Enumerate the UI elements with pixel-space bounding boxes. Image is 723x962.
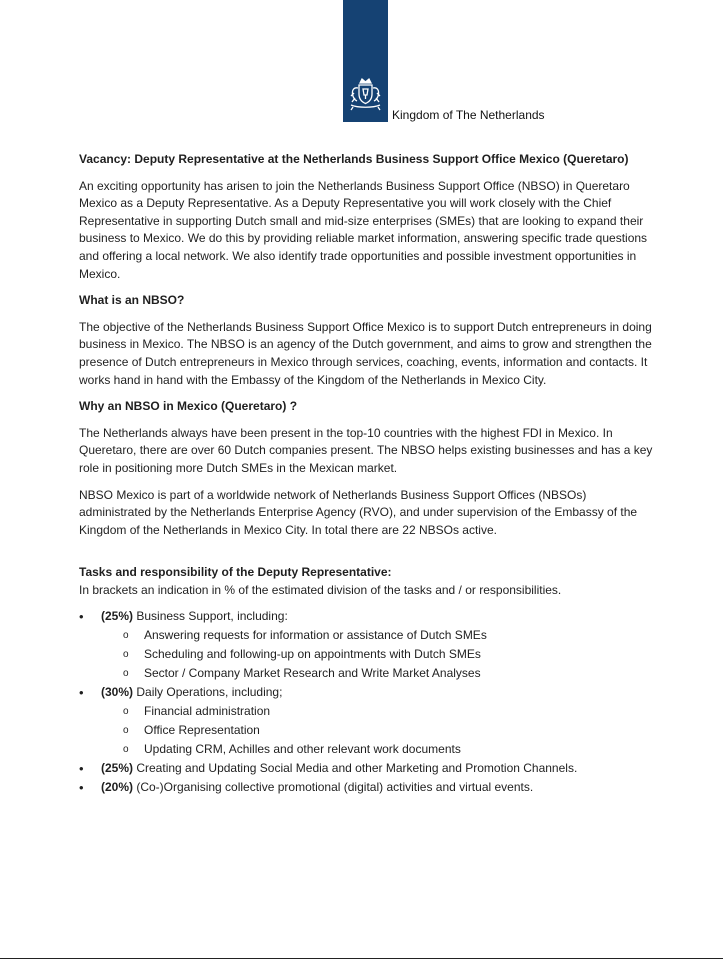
task-percentage: (30%) xyxy=(101,685,134,700)
task-percentage: (25%) xyxy=(101,609,134,624)
task-item xyxy=(79,608,657,682)
tasks-heading: Tasks and responsibility of the Deputy Representative: xyxy=(79,565,392,580)
rijksoverheid-logo xyxy=(343,0,388,122)
document-body xyxy=(79,151,657,798)
subtask-item: o Financial administration xyxy=(101,703,657,721)
subtask-list xyxy=(101,627,657,683)
task-item xyxy=(79,779,657,797)
subtask-item: o Office Representation xyxy=(101,722,657,740)
subtask-item: o Scheduling and following-up on appointments with Dutch SMEs xyxy=(101,646,657,664)
task-percentage: (20%) xyxy=(101,780,134,795)
section-paragraph: The Netherlands always have been present in the top-10 countries with the highest FDI in Mexico. In Queretaro, there are over 60 Dutch companies present. The NBSO helps existing businesses and has a key role in positioning more Dutch SMEs in the Mexican market. xyxy=(79,425,653,475)
subtask-item: o Sector / Company Market Research and Write Market Analyses xyxy=(101,665,657,683)
task-text: (Co-)Organising collective promotional (digital) activities and virtual events. xyxy=(133,780,534,795)
coat-of-arms-icon xyxy=(343,76,388,116)
task-percentage: (25%) xyxy=(101,761,134,776)
subtask-item: o Answering requests for information or assistance of Dutch SMEs xyxy=(101,627,657,645)
vacancy-title: Vacancy: Deputy Representative at the Netherlands Business Support Office Mexico (Queretaro) xyxy=(79,152,629,166)
tasks-note: In brackets an indication in % of the estimated division of the tasks and / or responsibilities. xyxy=(79,582,562,597)
section-heading: Why an NBSO in Mexico (Queretaro) ? xyxy=(79,399,298,414)
section-heading: What is an NBSO? xyxy=(79,293,185,308)
org-name: Kingdom of The Netherlands xyxy=(392,108,545,122)
subtask-list xyxy=(101,703,657,759)
section-paragraph: The objective of the Netherlands Business Support Office Mexico is to support Dutch entrepreneurs in doing business in Mexico. The NBSO is an agency of the Dutch government, and aims to grow and strengthen the presence of Dutch entrepreneurs in Mexico through services, coaching, events, information and contacts. It works hand in hand with the Embassy of the Kingdom of the Netherlands in Mexico City. xyxy=(79,319,652,387)
subtask-item: o Updating CRM, Achilles and other relevant work documents xyxy=(101,741,657,759)
task-text: Daily Operations, including; xyxy=(133,685,283,700)
section-paragraph: NBSO Mexico is part of a worldwide network of Netherlands Business Support Offices (NBSOs) administrated by the Netherlands Enterprise Agency (RVO), and under supervision of the Embassy of the Kingdom of the Netherlands in Mexico City. In total there are 22 NBSOs active. xyxy=(79,487,638,537)
task-item xyxy=(79,760,657,778)
task-text: Business Support, including: xyxy=(133,609,288,624)
task-item xyxy=(79,684,657,758)
task-text: Creating and Updating Social Media and other Marketing and Promotion Channels. xyxy=(133,761,578,776)
intro-paragraph: An exciting opportunity has arisen to join the Netherlands Business Support Office (NBSO) in Queretaro Mexico as a Deputy Representative. As a Deputy Representative you will work closely with the Chief Representative in supporting Dutch small and mid-size enterprises (SMEs) that are looking to expand their business to Mexico. We do this by providing reliable market information, answering specific trade questions and offering a local network. We also identify trade opportunities and possible investment opportunities in Mexico. xyxy=(79,178,648,281)
page-divider xyxy=(0,958,723,959)
task-list xyxy=(79,608,657,796)
